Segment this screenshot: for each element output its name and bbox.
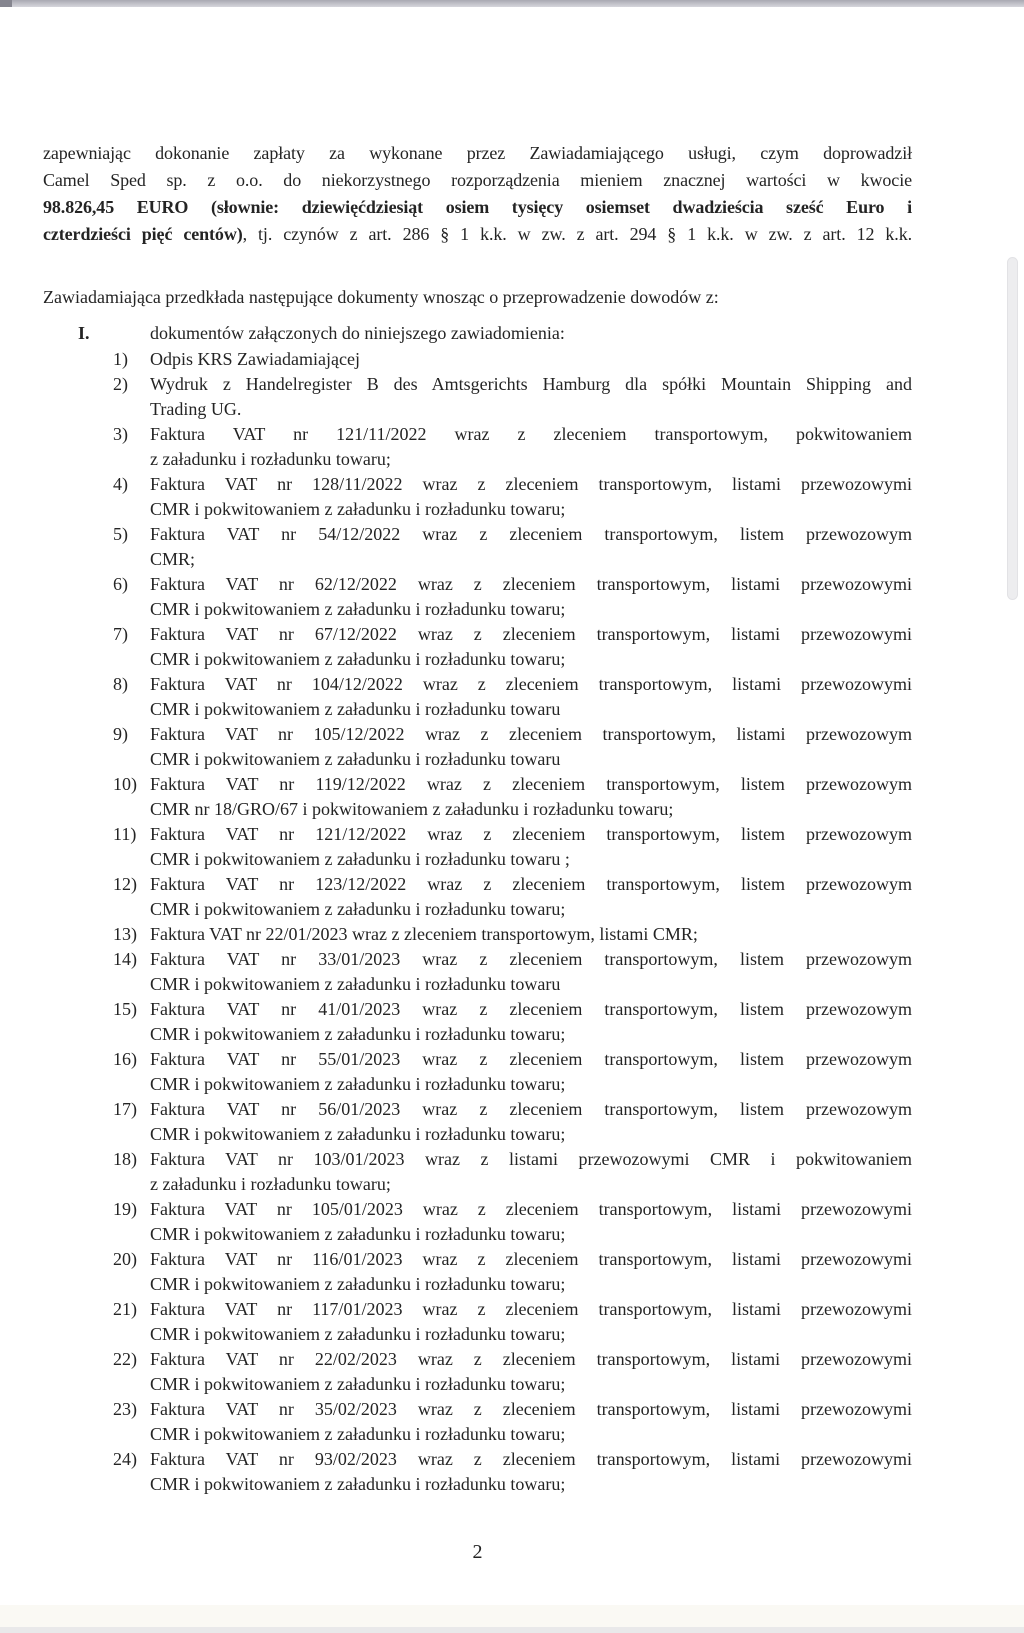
list-item-continuation-line: CMR i pokwitowaniem z załadunku i rozładunku towaru; — [150, 1474, 566, 1494]
section-title: dokumentów załączonych do niniejszego zawiadomienia: — [150, 323, 565, 343]
list-item-continuation-line: CMR i pokwitowaniem z załadunku i rozładunku towaru — [150, 749, 561, 769]
item-number: 20) — [113, 1249, 137, 1269]
top-bar — [0, 0, 1024, 7]
item-number: 10) — [113, 774, 137, 794]
list-item — [43, 1397, 912, 1447]
list-item-first-line — [43, 1447, 912, 1472]
list-item-continuation-line: CMR i pokwitowaniem z załadunku i rozładunku towaru — [150, 974, 561, 994]
item-number: 22) — [113, 1349, 137, 1369]
item-number: 17) — [113, 1099, 137, 1119]
list-item-continuation-line: CMR i pokwitowaniem z załadunku i rozładunku towaru; — [150, 1424, 566, 1444]
list-item-first-line — [43, 1247, 912, 1272]
list-item-first-line — [43, 822, 912, 847]
list-item — [43, 372, 912, 422]
item-number: 1) — [113, 349, 128, 369]
paragraph-text: Camel Sped sp. z o.o. do niekorzystnego rozporządzenia mieniem znacznej wartości w kwocie — [43, 170, 912, 190]
list-item-first-line — [43, 1347, 912, 1372]
item-text: Faktura VAT nr 128/11/2022 wraz z zleceniem transportowym, listami przewozowymi — [150, 474, 912, 494]
list-item — [43, 1447, 912, 1497]
list-item-continuation-line: CMR i pokwitowaniem z załadunku i rozładunku towaru; — [150, 499, 566, 519]
item-text: Faktura VAT nr 56/01/2023 wraz z zleceniem transportowym, listem przewozowym — [150, 1099, 912, 1119]
item-text: Faktura VAT nr 103/01/2023 wraz z listami przewozowymi CMR i pokwitowaniem — [150, 1149, 912, 1169]
item-number: 23) — [113, 1399, 137, 1419]
item-number: 3) — [113, 424, 128, 444]
item-number: 2) — [113, 374, 128, 394]
item-number: 14) — [113, 949, 137, 969]
item-text: Wydruk z Handelregister B des Amtsgerichts Hamburg dla spółki Mountain Shipping and — [150, 374, 912, 394]
list-item-continuation-line: CMR i pokwitowaniem z załadunku i rozładunku towaru; — [150, 899, 566, 919]
list-item-first-line — [43, 722, 912, 747]
list-item-first-line — [43, 672, 912, 697]
list-item-first-line — [43, 1297, 912, 1322]
item-number: 24) — [113, 1449, 137, 1469]
main-paragraph — [43, 140, 912, 248]
list-item — [43, 672, 912, 722]
list-item — [43, 997, 912, 1047]
list-item — [43, 572, 912, 622]
page-number: 2 — [472, 1541, 483, 1563]
list-item-continuation-line: CMR nr 18/GRO/67 i pokwitowaniem z załadunku i rozładunku towaru; — [150, 799, 674, 819]
item-text: Faktura VAT nr 62/12/2022 wraz z zleceniem transportowym, listami przewozowymi — [150, 574, 912, 594]
list-item-first-line — [43, 522, 912, 547]
paragraph-bold-text: 98.826,45 EURO (słownie: dziewięćdziesiąt osiem tysięcy osiemset dwadzieścia sześć Euro i — [43, 197, 912, 217]
item-text: Faktura VAT nr 105/01/2023 wraz z zleceniem transportowym, listami przewozowymi — [150, 1199, 912, 1219]
list-item-continuation-line: CMR i pokwitowaniem z załadunku i rozładunku towaru ; — [150, 849, 570, 869]
paragraph-line — [43, 194, 912, 221]
item-text: Faktura VAT nr 121/12/2022 wraz z zleceniem transportowym, listem przewozowym — [150, 824, 912, 844]
item-number: 18) — [113, 1149, 137, 1169]
item-text: Faktura VAT nr 33/01/2023 wraz z zleceniem transportowym, listem przewozowym — [150, 949, 912, 969]
item-number: 15) — [113, 999, 137, 1019]
list-item — [43, 1197, 912, 1247]
item-number: 12) — [113, 874, 137, 894]
footer-strip — [0, 1627, 1024, 1633]
list-item-continuation-line: CMR i pokwitowaniem z załadunku i rozładunku towaru; — [150, 1224, 566, 1244]
list-item-first-line — [43, 1047, 912, 1072]
paragraph-text: zapewniając dokonanie zapłaty za wykonane przez Zawiadamiającego usługi, czym doprowadził — [43, 143, 912, 163]
list-item — [43, 822, 912, 872]
item-number: 13) — [113, 924, 137, 944]
item-text: Faktura VAT nr 54/12/2022 wraz z zleceniem transportowym, listem przewozowym — [150, 524, 912, 544]
item-text: Odpis KRS Zawiadamiającej — [150, 349, 360, 369]
top-bar-left-cap — [0, 0, 12, 7]
item-number: 7) — [113, 624, 128, 644]
item-number: 8) — [113, 674, 128, 694]
section-heading — [43, 320, 912, 346]
list-item-continuation-line: CMR i pokwitowaniem z załadunku i rozładunku towaru; — [150, 649, 566, 669]
section-numeral: I. — [78, 323, 90, 343]
list-item — [43, 1047, 912, 1097]
list-item-continuation-line: Trading UG. — [150, 399, 242, 419]
scrollbar-thumb[interactable] — [1007, 257, 1018, 600]
list-item-continuation-line: CMR i pokwitowaniem z załadunku i rozładunku towaru — [150, 699, 561, 719]
document-list — [43, 347, 912, 1497]
list-item — [43, 922, 912, 947]
item-text: Faktura VAT nr 104/12/2022 wraz z zleceniem transportowym, listami przewozowymi — [150, 674, 912, 694]
item-text: Faktura VAT nr 117/01/2023 wraz z zleceniem transportowym, listami przewozowymi — [150, 1299, 912, 1319]
item-text: Faktura VAT nr 41/01/2023 wraz z zleceniem transportowym, listem przewozowym — [150, 999, 912, 1019]
item-text: Faktura VAT nr 123/12/2022 wraz z zleceniem transportowym, listem przewozowym — [150, 874, 912, 894]
list-item-continuation-line: CMR; — [150, 549, 196, 569]
intro-paragraph: Zawiadamiająca przedkłada następujące dokumenty wnosząc o przeprowadzenie dowodów z: — [43, 287, 719, 307]
list-item — [43, 772, 912, 822]
list-item — [43, 622, 912, 672]
item-number: 16) — [113, 1049, 137, 1069]
item-text: Faktura VAT nr 116/01/2023 wraz z zleceniem transportowym, listami przewozowymi — [150, 1249, 912, 1269]
item-number: 5) — [113, 524, 128, 544]
paragraph-line — [43, 221, 912, 248]
item-number: 11) — [113, 824, 137, 844]
item-number: 6) — [113, 574, 128, 594]
list-item-first-line — [43, 472, 912, 497]
item-text: Faktura VAT nr 105/12/2022 wraz z zleceniem transportowym, listami przewozowym — [150, 724, 912, 744]
list-item-first-line — [43, 1097, 912, 1122]
list-item — [43, 1097, 912, 1147]
list-item — [43, 722, 912, 772]
list-item-continuation-line: CMR i pokwitowaniem z załadunku i rozładunku towaru; — [150, 1374, 566, 1394]
list-item-first-line — [43, 422, 912, 447]
item-text: Faktura VAT nr 22/01/2023 wraz z zleceniem transportowym, listami CMR; — [150, 924, 698, 944]
item-text: Faktura VAT nr 93/02/2023 wraz z zleceniem transportowym, listami przewozowymi — [150, 1449, 912, 1469]
list-item — [43, 947, 912, 997]
list-item-continuation-line: z załadunku i rozładunku towaru; — [150, 1174, 391, 1194]
item-number: 9) — [113, 724, 128, 744]
list-item-first-line — [43, 572, 912, 597]
item-text: Faktura VAT nr 119/12/2022 wraz z zleceniem transportowym, listem przewozowym — [150, 774, 912, 794]
item-number: 4) — [113, 474, 128, 494]
item-text: Faktura VAT nr 22/02/2023 wraz z zleceniem transportowym, listami przewozowymi — [150, 1349, 912, 1369]
list-item-first-line — [43, 947, 912, 972]
list-item — [43, 1347, 912, 1397]
paragraph-line — [43, 167, 912, 194]
paragraph-text: , tj. czynów z art. 286 § 1 k.k. w zw. z art. 294 § 1 k.k. w zw. z art. 12 k.k. — [242, 224, 912, 244]
list-item-first-line — [43, 347, 912, 372]
list-item — [43, 1297, 912, 1347]
paragraph-bold-text: czterdzieści pięć centów) — [43, 224, 243, 244]
item-number: 19) — [113, 1199, 137, 1219]
list-item-first-line — [43, 872, 912, 897]
list-item-first-line — [43, 622, 912, 647]
list-item-continuation-line: CMR i pokwitowaniem z załadunku i rozładunku towaru; — [150, 599, 566, 619]
item-text: Faktura VAT nr 121/11/2022 wraz z zleceniem transportowym, pokwitowaniem — [150, 424, 912, 444]
list-item-first-line — [43, 772, 912, 797]
footer-tint — [0, 1605, 1024, 1627]
list-item — [43, 1147, 912, 1197]
list-item — [43, 472, 912, 522]
list-item — [43, 872, 912, 922]
list-item — [43, 422, 912, 472]
list-item-continuation-line: CMR i pokwitowaniem z załadunku i rozładunku towaru; — [150, 1324, 566, 1344]
item-text: Faktura VAT nr 67/12/2022 wraz z zleceniem transportowym, listami przewozowymi — [150, 624, 912, 644]
list-item-first-line — [43, 372, 912, 397]
list-item-first-line — [43, 1197, 912, 1222]
list-item-continuation-line: CMR i pokwitowaniem z załadunku i rozładunku towaru; — [150, 1274, 566, 1294]
list-item-continuation-line: CMR i pokwitowaniem z załadunku i rozładunku towaru; — [150, 1124, 566, 1144]
list-item-first-line — [43, 922, 912, 947]
paragraph-line — [43, 140, 912, 167]
list-item — [43, 1247, 912, 1297]
list-item-continuation-line: z załadunku i rozładunku towaru; — [150, 449, 391, 469]
list-item — [43, 347, 912, 372]
page-content — [43, 140, 912, 1565]
list-item — [43, 522, 912, 572]
list-item-first-line — [43, 1147, 912, 1172]
list-item-first-line — [43, 997, 912, 1022]
list-item-continuation-line: CMR i pokwitowaniem z załadunku i rozładunku towaru; — [150, 1074, 566, 1094]
item-text: Faktura VAT nr 35/02/2023 wraz z zleceniem transportowym, listami przewozowymi — [150, 1399, 912, 1419]
item-text: Faktura VAT nr 55/01/2023 wraz z zleceniem transportowym, listem przewozowym — [150, 1049, 912, 1069]
list-item-continuation-line: CMR i pokwitowaniem z załadunku i rozładunku towaru; — [150, 1024, 566, 1044]
item-number: 21) — [113, 1299, 137, 1319]
list-item-first-line — [43, 1397, 912, 1422]
